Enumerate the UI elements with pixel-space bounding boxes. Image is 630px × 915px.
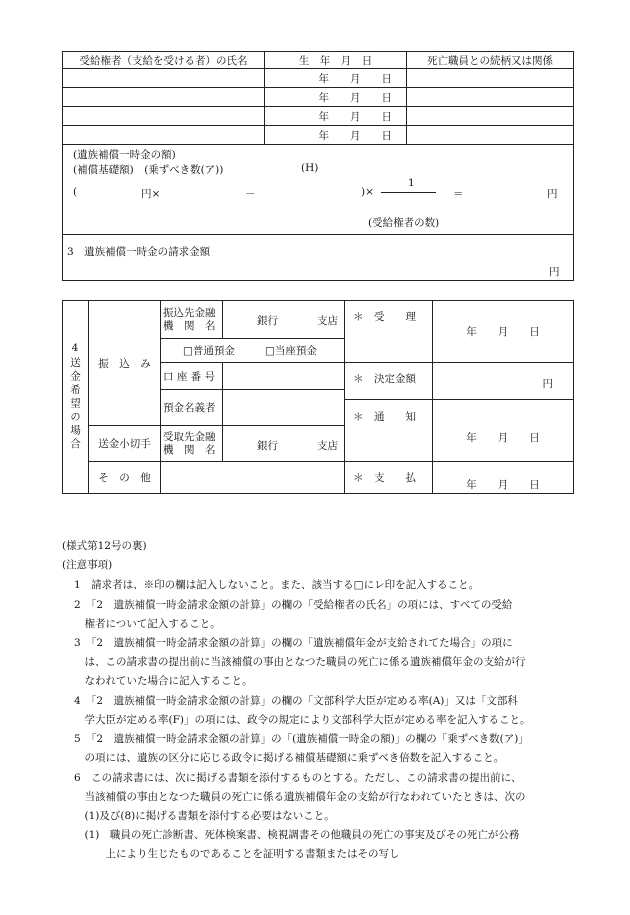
- notification-label: ＊ 通 知: [345, 400, 433, 462]
- bank-transfer-label: 振 込 み: [89, 301, 161, 426]
- header-birth-date: 生 年 月 日: [265, 52, 407, 69]
- bank-name-cell[interactable]: 銀行 支店: [223, 301, 345, 339]
- deposit-type: [161, 339, 345, 363]
- calc-yen-times: 円×: [141, 188, 161, 200]
- note-line: 6 この請求書には、次に掲げる書類を添付するものとする。ただし、この請求書の提出前に、: [74, 772, 522, 784]
- note-line: は、この請求書の提出前に当該補償の事由となつた職員の死亡に係る遺族補償年金の支給が行: [74, 656, 526, 668]
- remittance-section-label: 4送金希望の場合: [63, 301, 89, 494]
- decided-amount-label: ＊ 決定金額: [345, 363, 433, 400]
- note-line: 学大臣が定める率(F)」の項には、政令の規定により文部科学大臣が定める率を記入すること。: [74, 714, 531, 726]
- calc-title: (遺族補償一時金の額): [73, 149, 176, 161]
- beneficiary-table: [62, 51, 574, 281]
- form-back-label: (様式第12号の裏): [62, 540, 147, 552]
- note-line: (1)及び(8)に掲げる書類を添付する必要はないこと。: [74, 810, 335, 822]
- beneficiary-name-cell[interactable]: [63, 88, 265, 107]
- calc-subtitle: (補償基礎額) (乗ずべき数(ア)): [73, 164, 224, 176]
- other-cell[interactable]: [161, 462, 345, 494]
- claim-amount-yen: 円: [549, 266, 560, 278]
- note-line: 4 「2 遺族補償一時金請求金額の計算」の欄の「文部科学大臣が定める率(A)」又は「文部科: [74, 695, 518, 707]
- beneficiary-name-cell[interactable]: [63, 107, 265, 126]
- relation-cell[interactable]: [407, 88, 574, 107]
- note-line: 3 「2 遺族補償一時金請求金額の計算」の欄の「遺族補償年金が支給されてた場合」の項に: [74, 637, 513, 649]
- account-number-label: 口 座 番 号: [161, 363, 223, 390]
- account-holder-label: 預金名義者: [161, 390, 223, 426]
- relation-cell[interactable]: [407, 107, 574, 126]
- payment-label: ＊ 支 払: [345, 462, 433, 494]
- calc-minus: －: [245, 188, 256, 200]
- note-line: なわれていた場合に記入すること。: [74, 675, 253, 687]
- bank-name-label: 振込先金融 機 関 名: [161, 301, 223, 339]
- claim-amount-section: [63, 235, 574, 281]
- current-deposit-checkbox[interactable]: □当座預金: [265, 345, 317, 357]
- calc-close-times: )×: [361, 186, 374, 198]
- calc-yen: 円: [547, 188, 558, 200]
- relation-cell[interactable]: [407, 126, 574, 145]
- note-line: 5 「2 遺族補償一時金請求金額の計算」の「(遺族補償一時金の額)」の欄の「乗ずべき数(ア)」: [74, 733, 529, 745]
- lump-sum-calculation: [63, 145, 574, 235]
- remittance-check-label: 送金小切手: [89, 426, 161, 462]
- calc-numerator: 1: [408, 177, 415, 189]
- received-label: ＊ 受 理: [345, 301, 433, 363]
- birth-date-cell[interactable]: 年 月 日: [265, 107, 407, 126]
- relation-cell[interactable]: [407, 69, 574, 88]
- remittance-table: [62, 300, 574, 494]
- payment-date[interactable]: 年 月 日: [433, 462, 574, 494]
- receiving-bank-label: 受取先金融 機 関 名: [161, 426, 223, 462]
- decided-amount-cell[interactable]: 円: [433, 363, 574, 400]
- calc-h-mark: (H): [301, 162, 319, 174]
- calc-equals: ＝: [453, 188, 464, 200]
- notes-heading: (注意事項): [62, 559, 113, 571]
- calc-open-paren: (: [73, 186, 78, 198]
- birth-date-cell[interactable]: 年 月 日: [265, 69, 407, 88]
- notification-date[interactable]: 年 月 日: [433, 400, 574, 462]
- note-line: の項には、遺族の区分に応じる政令に掲げる補償基礎額に乗ずべき倍数を記入すること。: [74, 752, 505, 764]
- beneficiary-name-cell[interactable]: [63, 69, 265, 88]
- beneficiary-name-cell[interactable]: [63, 126, 265, 145]
- note-line: 当該補償の事由となつた職員の死亡に係る遺族補償年金の支給が行なわれていたときは、次の: [74, 791, 526, 803]
- calc-denominator: (受給権者の数): [368, 217, 440, 229]
- ordinary-deposit-checkbox[interactable]: □普通預金: [183, 345, 235, 357]
- note-line: (1) 職員の死亡診断書、死体検案書、検視調書その他職員の死亡の事実及びその死亡が公務: [74, 829, 520, 841]
- note-line: 権者について記入すること。: [74, 618, 221, 630]
- note-line: 2 「2 遺族補償一時金請求金額の計算」の欄の「受給権者の氏名」の項には、すべての受給: [74, 599, 513, 611]
- claim-amount-label: 3 遺族補償一時金の請求金額: [67, 246, 211, 258]
- receiving-bank-cell[interactable]: 銀行 支店: [223, 426, 345, 462]
- header-relation: 死亡職員との続柄又は関係: [407, 52, 574, 69]
- birth-date-cell[interactable]: 年 月 日: [265, 88, 407, 107]
- note-line: 1 請求者は、※印の欄は記入しないこと。また、該当する□にレ印を記入すること。: [74, 579, 480, 591]
- other-label: そ の 他: [89, 462, 161, 494]
- account-holder-cell[interactable]: [223, 390, 345, 426]
- note-line: 上により生じたものであることを証明する書類またはその写し: [74, 848, 400, 860]
- received-date[interactable]: 年 月 日: [433, 301, 574, 363]
- birth-date-cell[interactable]: 年 月 日: [265, 126, 407, 145]
- header-beneficiary-name: 受給権者（支給を受ける者）の氏名: [63, 52, 265, 69]
- account-number-cell[interactable]: [223, 363, 345, 390]
- fraction-line: [381, 192, 436, 193]
